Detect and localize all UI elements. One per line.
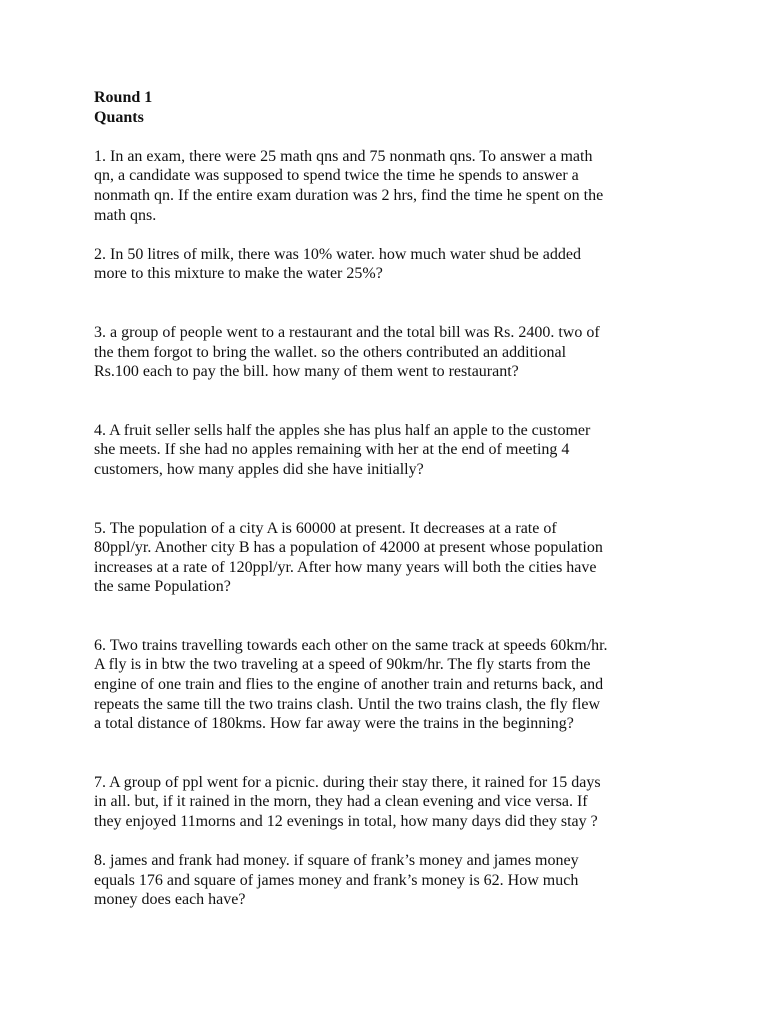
question-8 <box>94 851 684 910</box>
question-line: increases at a rate of 120ppl/yr. After how many years will both the cities have <box>94 558 597 576</box>
question-line: equals 176 and square of james money and frank’s money is 62. How much <box>94 871 579 889</box>
question-line: engine of one train and flies to the engine of another train and returns back, and <box>94 676 604 694</box>
question-line: Rs.100 each to pay the bill. how many of them went to restaurant? <box>94 363 519 381</box>
question-line: 3. a group of people went to a restaurant and the total bill was Rs. 2400. two of <box>94 323 600 341</box>
question-line: the same Population? <box>94 578 231 596</box>
question-4 <box>94 421 684 480</box>
question-line: math qns. <box>94 206 157 224</box>
question-line: 2. In 50 litres of milk, there was 10% water. how much water shud be added <box>94 245 581 263</box>
document-page <box>94 88 684 910</box>
question-line: 6. Two trains travelling towards each other on the same track at speeds 60km/hr. <box>94 636 608 654</box>
question-1 <box>94 147 684 225</box>
question-line: a total distance of 180kms. How far away were the trains in the beginning? <box>94 715 574 733</box>
question-line: 1. In an exam, there were 25 math qns and 75 nonmath qns. To answer a math <box>94 147 593 165</box>
question-line: qn, a candidate was supposed to spend twice the time he spends to answer a <box>94 167 579 185</box>
question-line: 8. james and frank had money. if square of frank’s money and james money <box>94 852 579 870</box>
question-line: in all. but, if it rained in the morn, they had a clean evening and vice versa. If <box>94 793 588 811</box>
question-line: 80ppl/yr. Another city B has a population of 42000 at present whose population <box>94 539 603 557</box>
question-line: she meets. If she had no apples remaining with her at the end of meeting 4 <box>94 441 570 459</box>
question-line: nonmath qn. If the entire exam duration was 2 hrs, find the time he spent on the <box>94 186 604 204</box>
question-line: money does each have? <box>94 891 246 909</box>
question-7 <box>94 773 684 832</box>
question-line: 7. A group of ppl went for a picnic. during their stay there, it rained for 15 days <box>94 773 601 791</box>
question-line: more to this mixture to make the water 25%? <box>94 265 383 283</box>
question-line: customers, how many apples did she have initially? <box>94 460 424 478</box>
question-5 <box>94 519 684 597</box>
question-line: A fly is in btw the two traveling at a speed of 90km/hr. The fly starts from the <box>94 656 591 674</box>
question-6 <box>94 636 684 734</box>
question-2 <box>94 245 684 284</box>
question-line: the them forgot to bring the wallet. so the others contributed an additional <box>94 343 567 361</box>
question-line: 5. The population of a city A is 60000 at present. It decreases at a rate of <box>94 519 557 537</box>
question-line: they enjoyed 11morns and 12 evenings in total, how many days did they stay ? <box>94 813 598 831</box>
question-3 <box>94 323 684 382</box>
question-line: repeats the same till the two trains clash. Until the two trains clash, the fly flew <box>94 695 601 713</box>
round-heading: Round 1 <box>94 89 153 106</box>
section-heading: Quants <box>94 108 144 126</box>
question-list <box>94 147 684 910</box>
question-line: 4. A fruit seller sells half the apples she has plus half an apple to the customer <box>94 421 591 439</box>
